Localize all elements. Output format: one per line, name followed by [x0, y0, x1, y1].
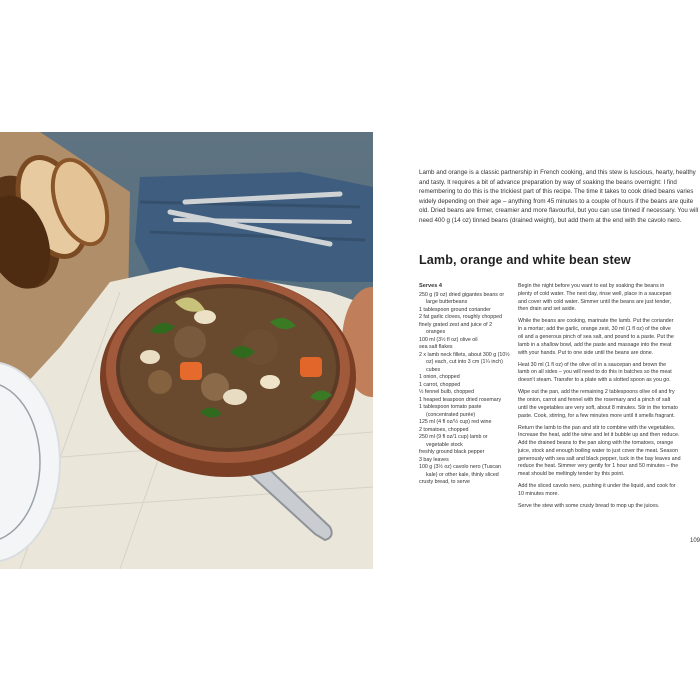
- ingredient-item: 3 bay leaves: [419, 456, 449, 463]
- ingredient-item: freshly ground black pepper: [419, 449, 485, 455]
- ingredient-item: 250 ml (9 fl oz/1 cup) lamb or vegetable stock: [419, 434, 488, 448]
- method-step: While the beans are cooking, marinate the lamb. Put the coriander in a mortar; add the garlic, orange zest, 30 ml (1 fl oz) of the olive oil and a generous pinch of sea salt, and pound to a paste. Put the lamb in a shallow bowl, add the paste and massage into the meat with your hands. Put to one side until the beans are done.: [518, 318, 674, 356]
- ingredient-item: 2 fat garlic cloves, roughly chopped: [419, 314, 503, 320]
- recipe-title: Lamb, orange and white bean stew: [419, 253, 631, 267]
- intro-paragraph: Lamb and orange is a classic partnership in French cooking, and this stew is luscious, hearty, healthy and tasty. It requires a bit of advance preparation by way of soaking the beans overnight: I find remembering to do this is the trickiest part of this recipe. The time it takes to cook dried beans varies widely depending on their age – anything from 45 minutes to a couple of hours if the beans are quite old. Dried beans are firmer, creamier and more flavourful, but you can use tinned if necessary. You will need 400 g (14 oz) tinned beans (drained weight), but add them at the end with the cavolo nero.: [419, 169, 699, 224]
- ingredient-item: ½ fennel bulb, chopped: [419, 389, 475, 395]
- ingredient-item: 1 carrot, chopped: [419, 381, 461, 388]
- method-step: Begin the night before you want to eat by soaking the beans in plenty of cold water. The next day, rinse well, place in a saucepan and cover with cold water. Simmer until the beans are just tender, then drain and set aside.: [518, 283, 672, 313]
- stew-illustration: [0, 132, 373, 569]
- ingredient-item: 2 x lamb neck fillets, about 300 g (10½ oz) each, cut into 3 cm (1¼ inch) cubes: [419, 351, 510, 373]
- method-step: Add the sliced cavolo nero, pushing it under the liquid, and cook for 10 minutes more.: [518, 483, 676, 498]
- ingredients-column: [419, 283, 511, 487]
- ingredient-item: 1 tablespoon tomato paste (concentrated purée): [419, 404, 482, 418]
- ingredient-item: 1 heaped teaspoon dried rosemary: [419, 396, 502, 403]
- ingredient-item: 100 g (3½ oz) cavolo nero (Tuscan kale) or other kale, thinly sliced: [419, 464, 501, 478]
- method-step: Heat 30 ml (1 fl oz) of the olive oil in a saucepan and brown the lamb on all sides – you will need to do this in batches so the meat doesn't steam. Transfer to a plate with a slotted spoon as you go.: [518, 361, 672, 384]
- ingredient-item: sea salt flakes: [419, 344, 453, 350]
- ingredient-item: 100 ml (3½ fl oz) olive oil: [419, 336, 478, 343]
- ingredient-item: crusty bread, to serve: [419, 479, 470, 485]
- ingredient-item: 125 ml (4 fl oz/½ cup) red wine: [419, 419, 492, 425]
- method-column: [518, 283, 700, 515]
- ingredient-item: 1 onion, chopped: [419, 374, 460, 380]
- method-step: Serve the stew with some crusty bread to mop up the juices.: [518, 503, 660, 510]
- ingredient-item: 1 tablespoon ground coriander: [419, 306, 491, 313]
- ingredient-item: 250 g (9 oz) dried gigantes beans or large butterbeans: [419, 291, 505, 305]
- serves-label: Serves 4: [419, 283, 443, 289]
- page-number: 109: [690, 538, 700, 544]
- ingredient-item: 2 tomatoes, chopped: [419, 426, 469, 433]
- ingredient-list: [419, 292, 511, 487]
- recipe-photo: [0, 132, 373, 569]
- stew-contents: [120, 288, 336, 448]
- ingredient-item: finely grated zest and juice of 2 oranges: [419, 321, 493, 335]
- method-step: Wipe out the pan, add the remaining 2 tablespoons olive oil and fry the onion, carrot and fennel with the rosemary and a pinch of salt until the vegetables are very soft, about 8 minutes. Stir in the tomato paste. Cook, stirring, for a few minutes more until it smells fragrant.: [518, 389, 678, 419]
- method-step: Return the lamb to the pan and stir to combine with the vegetables. Increase the heat, add the wine and let it bubble up and then reduce. Add the drained beans to the pan along with the tomatoes, orange juice, stock and enough boiling water to just cover the meat. Season generously with sea salt and black pepper, tuck in the bay leaves and reduce the heat. Simmer very gently for 1 hour and 50 minutes – the meat should be meltingly tender by this point.: [518, 424, 681, 478]
